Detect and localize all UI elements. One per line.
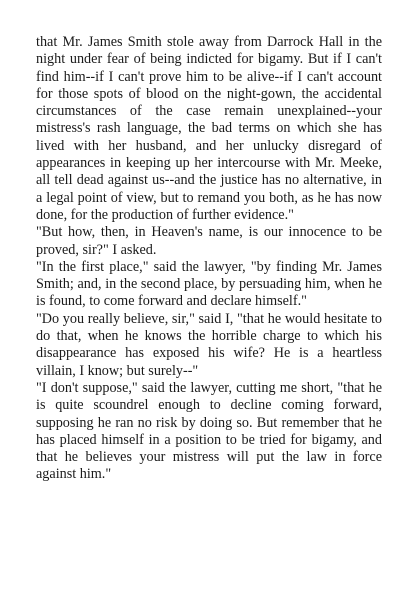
paragraph-1: that Mr. James Smith stole away from Darrock Hall in the night under fear of being indicted for bigamy. But if I can't find him--if I can't prove him to be alive--if I can't account for those spots of blood on the night-gown, the accidental circumstances of the case remain unexplained--your mistress's rash language, the bad terms on which she has lived with her husband, and her unlucky disregard of appearances in keeping up her intercourse with Mr. Meeke, all tell dead against us--and the justice has no alternative, in a legal point of view, but to remand you both, as he has now done, for the production of further evidence."	[36, 34, 382, 223]
paragraph-5: "I don't suppose," said the lawyer, cutting me short, "that he is quite scoundrel enough to decline coming forward, supposing he ran no risk by doing so. But remember that he has placed himself in a position to be tried for bigamy, and that he believes your mistress will put the law in force against him."	[36, 379, 382, 483]
paragraph-2: "But how, then, in Heaven's name, is our innocence to be proved, sir?" I asked.	[36, 224, 382, 258]
paragraph-4: "Do you really believe, sir," said I, "that he would hesitate to do that, when he knows the horrible charge to which his disappearance has exposed his wife? He is a heartless villain, I know; but surely--"	[36, 310, 382, 379]
paragraph-3: "In the first place," said the lawyer, "by finding Mr. James Smith; and, in the second place, by persuading him, when he is found, to come forward and declare himself."	[36, 258, 382, 310]
page-body	[36, 0, 382, 484]
